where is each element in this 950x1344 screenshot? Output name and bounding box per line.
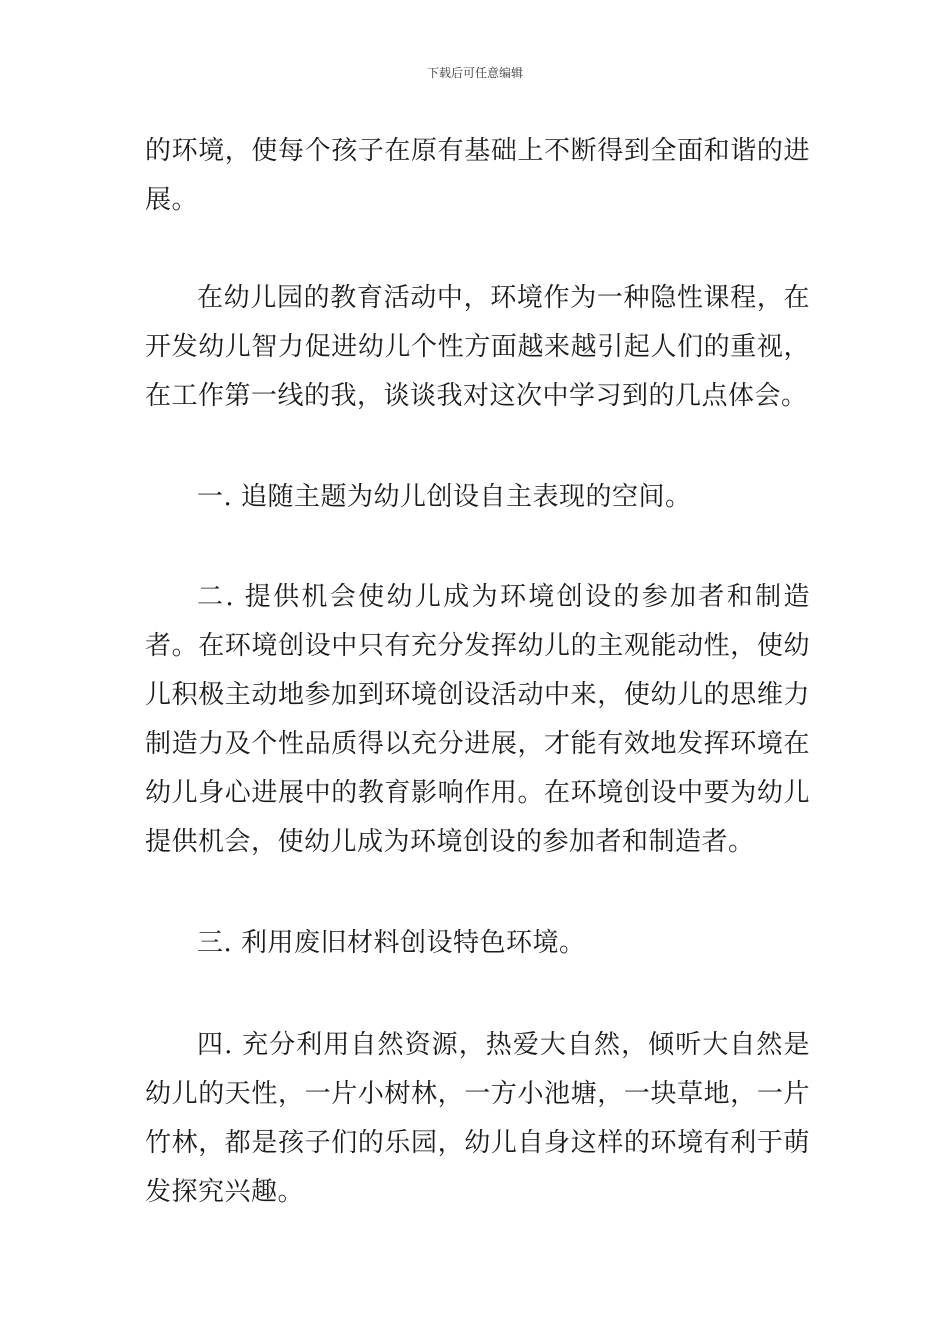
paragraph-text: 在幼儿园的教育活动中，环境作为一种隐性课程，在开发幼儿智力促进幼儿个性方面越来越引起人们的重视，在工作第一线的我，谈谈我对这次中学习到的几点体会。 bbox=[145, 283, 810, 411]
paragraph-point-one bbox=[145, 473, 810, 522]
paragraph-continued bbox=[145, 127, 810, 225]
paragraph-intro bbox=[145, 274, 810, 421]
paragraph-point-three bbox=[145, 919, 810, 968]
paragraph-text: 四. 充分利用自然资源，热爱大自然，倾听大自然是幼儿的天性，一片小树林，一方小池塘，一块草地，一片竹林，都是孩子们的乐园，幼儿自身这样的环境有利于萌发探究兴趣。 bbox=[145, 1030, 810, 1207]
paragraph-text: 三. 利用废旧材料创设特色环境。 bbox=[197, 928, 586, 958]
page-header: 下载后可任意编辑 bbox=[426, 66, 523, 80]
paragraph-point-two bbox=[145, 573, 810, 867]
paragraph-text: 二. 提供机会使幼儿成为环境创设的参加者和制造者。在环境创设中只有充分发挥幼儿的主观能动性，使幼儿积极主动地参加到环境创设活动中来，使幼儿的思维力制造力及个性品质得以充分进展，才能有效地发挥环境在幼儿身心进展中的教育影响作用。在环境创设中要为幼儿提供机会，使幼儿成为环境创设的参加者和制造者。 bbox=[145, 582, 810, 857]
paragraph-text: 的环境，使每个孩子在原有基础上不断得到全面和谐的进展。 bbox=[145, 136, 810, 215]
paragraph-text: 一. 追随主题为幼儿创设自主表现的空间。 bbox=[197, 482, 692, 512]
paragraph-point-four bbox=[145, 1021, 810, 1217]
